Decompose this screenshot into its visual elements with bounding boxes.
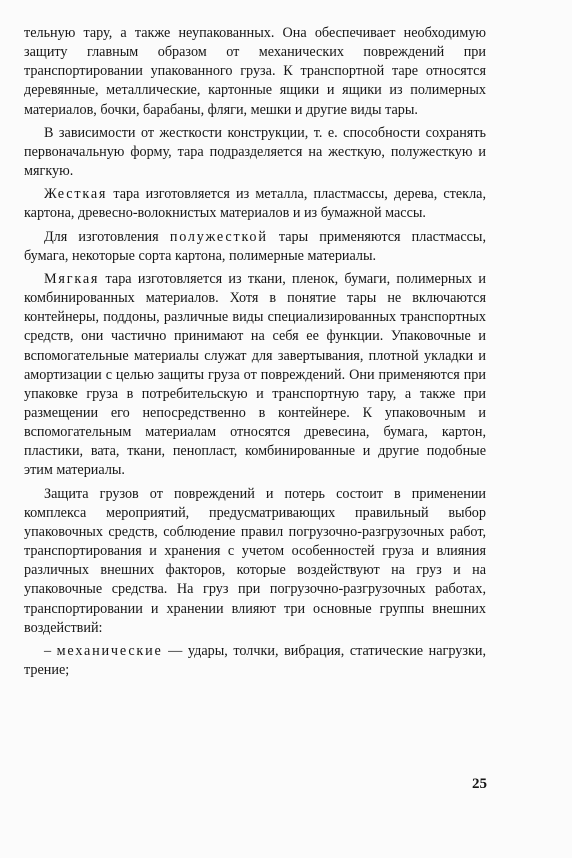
paragraph-text: — удары, толчки, вибрация, статические нагрузки, трение; [24, 642, 486, 678]
text-column [24, 24, 486, 684]
spaced-term: механические [56, 642, 163, 659]
paragraph-semi-rigid-tare [24, 228, 486, 266]
paragraph-prefix: – [44, 642, 57, 659]
paragraph-rigid-tare [24, 185, 486, 223]
paragraph-mechanical-impacts [24, 642, 486, 680]
paragraph-rigidity [24, 124, 486, 181]
page-number: 25 [472, 776, 487, 792]
paragraph-cargo-protection [24, 485, 486, 638]
paragraph-text: Защита грузов от повреждений и потерь состоит в применении комплекса мероприятий, предусматривающих правильный выбор упаковочных средств, соблюдение правил погрузочно-разгрузочных работ, транспортирования и хранения с учетом особенностей груза и влияния различных внешних факторов, которые воздействуют на груз и на упаковочные средства. На груз при погрузочно-разгрузочных работах, транспортировании и хранении влияют три основные группы внешних воздействий: [24, 485, 486, 636]
spaced-term: Мягкая [44, 270, 100, 287]
paragraph-continuation [24, 24, 486, 120]
paragraph-text: тара изготовляется из ткани, пленок, бумаги, полимерных и комбинированных материалов. Хотя в понятие тары не включаются контейнеры, поддоны, различные виды специализированных транспортных средств, они частично принимают на себя ее функции. Упаковочные и вспомогательные материалы служат для завертывания, плотной укладки и амортизации с целью защиты груза от повреждений. Они применяются при упаковке груза в потребительскую и транспортную тару, а также при размещении его непосредственно в контейнере. К упаковочным и вспомогательным материалам относятся древесина, бумага, картон, пластики, вата, ткани, пенопласт, комбинированные и другие подобные этим материалы. [24, 270, 486, 479]
paragraph-soft-tare [24, 270, 486, 481]
spaced-term: полужесткой [169, 228, 268, 245]
paragraph-text: тельную тару, а также неупакованных. Она обеспечивает необходимую защиту главным образом от механических повреждений при транспортировании упакованного груза. К транспортной таре относятся деревянные, металлические, картонные ящики и ящики из полимерных материалов, бочки, барабаны, фляги, мешки и другие виды тары. [24, 25, 486, 118]
spaced-term: Жесткая [44, 186, 108, 203]
paragraph-text: тары применяются пластмассы, бумага, некоторые сорта картона, полимерные материалы. [24, 228, 486, 264]
paragraph-text: В зависимости от жесткости конструкции, т. е. способности сохранять первоначальную форму, тара подразделяется на жесткую, полужесткую и мягкую. [24, 124, 486, 180]
paragraph-prefix: Для изготовления [44, 228, 170, 245]
paragraph-text: тара изготовляется из металла, пластмассы, дерева, стекла, картона, древесно-волокнистых материалов и из бумажной массы. [24, 186, 486, 222]
